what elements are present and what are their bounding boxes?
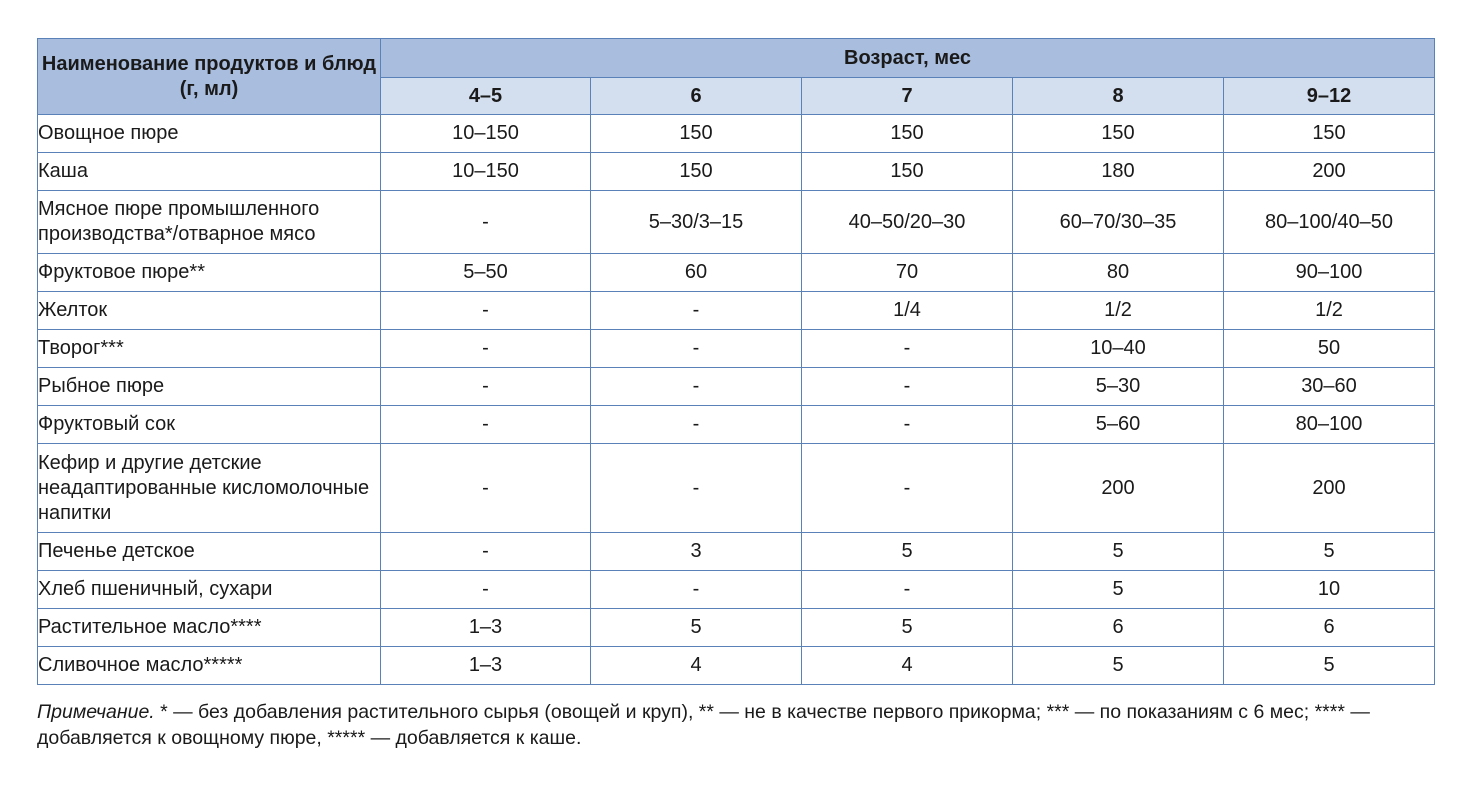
row-value: - (591, 330, 802, 368)
row-value: - (591, 368, 802, 406)
row-value: 150 (1013, 115, 1224, 153)
row-value: 200 (1013, 444, 1224, 533)
table-row (38, 609, 1435, 647)
table-row (38, 368, 1435, 406)
header-age-col: 8 (1013, 78, 1224, 115)
row-value: 1/2 (1013, 292, 1224, 330)
row-value: - (591, 406, 802, 444)
table-body (38, 115, 1435, 685)
table-row (38, 444, 1435, 533)
row-value: 1/4 (802, 292, 1013, 330)
row-name: Растительное масло**** (38, 609, 381, 647)
row-value: 80–100 (1224, 406, 1435, 444)
table-row (38, 571, 1435, 609)
row-name: Рыбное пюре (38, 368, 381, 406)
row-value: - (802, 330, 1013, 368)
table-row (38, 330, 1435, 368)
feeding-table (37, 38, 1435, 685)
header-age-col: 4–5 (381, 78, 591, 115)
row-value: - (381, 292, 591, 330)
row-value: 6 (1224, 609, 1435, 647)
row-value: 60–70/30–35 (1013, 191, 1224, 254)
row-value: - (591, 292, 802, 330)
row-value: 5 (1224, 647, 1435, 685)
header-product-name: Наименование продуктов и блюд (г, мл) (38, 39, 381, 115)
row-value: 150 (591, 115, 802, 153)
row-value: - (381, 406, 591, 444)
header-age-col: 6 (591, 78, 802, 115)
row-name: Овощное пюре (38, 115, 381, 153)
row-value: 30–60 (1224, 368, 1435, 406)
footnote-label: Примечание. (37, 701, 155, 723)
row-value: 4 (802, 647, 1013, 685)
row-value: 50 (1224, 330, 1435, 368)
row-name: Желток (38, 292, 381, 330)
row-value: 80 (1013, 254, 1224, 292)
header-age-col: 9–12 (1224, 78, 1435, 115)
row-value: 80–100/40–50 (1224, 191, 1435, 254)
row-value: 70 (802, 254, 1013, 292)
row-value: 150 (802, 153, 1013, 191)
row-value: 5 (1013, 571, 1224, 609)
row-value: - (802, 571, 1013, 609)
row-value: 5 (1013, 533, 1224, 571)
row-name: Печенье детское (38, 533, 381, 571)
table-row (38, 533, 1435, 571)
table-row (38, 406, 1435, 444)
row-value: 5 (591, 609, 802, 647)
row-value: 3 (591, 533, 802, 571)
row-value: 90–100 (1224, 254, 1435, 292)
row-value: 10–40 (1013, 330, 1224, 368)
table-row (38, 292, 1435, 330)
row-value: 5–30/3–15 (591, 191, 802, 254)
table-row (38, 254, 1435, 292)
row-value: 200 (1224, 444, 1435, 533)
table-row (38, 153, 1435, 191)
row-value: - (381, 368, 591, 406)
row-value: 40–50/20–30 (802, 191, 1013, 254)
row-value: - (802, 406, 1013, 444)
row-value: - (381, 191, 591, 254)
row-value: - (381, 533, 591, 571)
row-value: 10–150 (381, 115, 591, 153)
row-name: Фруктовое пюре** (38, 254, 381, 292)
row-value: 60 (591, 254, 802, 292)
row-value: 10 (1224, 571, 1435, 609)
table-footnote (37, 699, 1434, 751)
table-row (38, 647, 1435, 685)
footnote-text: * — без добавления растительного сырья (овощей и круп), ** — не в качестве первого прикорма; *** — по показаниям с 6 мес; **** — добавляется к овощному пюре, ***** — добавляется к каше. (37, 701, 1370, 749)
row-value: 1–3 (381, 647, 591, 685)
row-value: 5 (1013, 647, 1224, 685)
row-value: - (802, 444, 1013, 533)
row-value: 1–3 (381, 609, 591, 647)
header-age-group: Возраст, мес (381, 39, 1435, 78)
row-value: 4 (591, 647, 802, 685)
row-value: - (381, 444, 591, 533)
table-row (38, 191, 1435, 254)
row-value: 150 (591, 153, 802, 191)
row-value: 6 (1013, 609, 1224, 647)
row-name: Хлеб пшеничный, сухари (38, 571, 381, 609)
row-value: - (802, 368, 1013, 406)
document (37, 38, 1434, 751)
row-value: 200 (1224, 153, 1435, 191)
row-value: - (381, 571, 591, 609)
row-name: Фруктовый сок (38, 406, 381, 444)
row-name: Каша (38, 153, 381, 191)
row-name: Кефир и другие детские неадаптированные кисломолочные напитки (38, 444, 381, 533)
row-value: - (591, 571, 802, 609)
row-value: 10–150 (381, 153, 591, 191)
row-value: 5 (802, 609, 1013, 647)
row-name: Сливочное масло***** (38, 647, 381, 685)
table-row (38, 115, 1435, 153)
row-value: 5–30 (1013, 368, 1224, 406)
row-value: 5–50 (381, 254, 591, 292)
row-value: 150 (802, 115, 1013, 153)
row-value: - (381, 330, 591, 368)
table-header (38, 39, 1435, 115)
row-name: Творог*** (38, 330, 381, 368)
row-value: 1/2 (1224, 292, 1435, 330)
row-value: 150 (1224, 115, 1435, 153)
row-name: Мясное пюре промышленного производства*/отварное мясо (38, 191, 381, 254)
row-value: 180 (1013, 153, 1224, 191)
row-value: 5 (1224, 533, 1435, 571)
row-value: 5 (802, 533, 1013, 571)
row-value: 5–60 (1013, 406, 1224, 444)
header-age-col: 7 (802, 78, 1013, 115)
row-value: - (591, 444, 802, 533)
